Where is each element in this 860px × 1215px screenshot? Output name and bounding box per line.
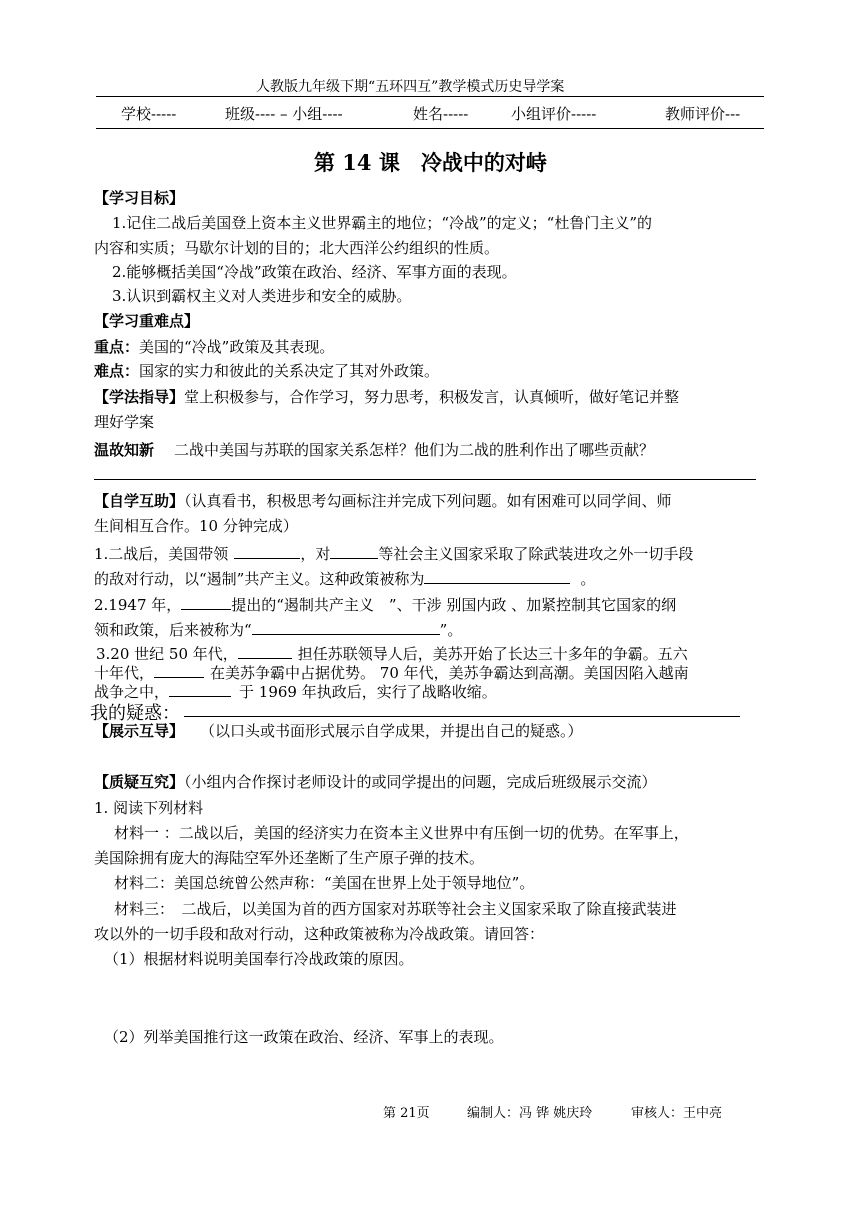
school-field: 学校----- bbox=[121, 105, 177, 123]
inquiry-question-1: （1）根据材料说明美国奉行冷战政策的原因。 bbox=[104, 950, 414, 968]
hard-label: 难点： bbox=[94, 362, 140, 380]
show-heading: 【展示互导】 bbox=[94, 722, 185, 740]
review-answer-line bbox=[94, 479, 756, 480]
key-label: 重点： bbox=[94, 338, 140, 356]
goal-item-1: 1.记住二战后美国登上资本主义世界霸主的地位；“冷战”的定义；“杜鲁门主义”的 bbox=[112, 214, 652, 232]
self-study-intro-cont: 生间相互合作。10 分钟完成） bbox=[94, 517, 298, 535]
show-text: （以口头或书面形式展示自学成果，并提出自己的疑惑。） bbox=[200, 722, 583, 740]
material-3-line-2: 攻以外的一切手段和敌对行动，这种政策被称为冷战政策。请回答： bbox=[94, 925, 545, 943]
question-2-line-1 bbox=[94, 594, 676, 615]
show-line bbox=[94, 720, 583, 741]
q2-text-a: 2.1947 年， bbox=[94, 596, 182, 614]
inquiry-item-1: 1. 阅读下列材料 bbox=[94, 799, 204, 817]
self-study-intro-text: （认真看书，积极思考勾画标注并完成下列问题。如有困难可以同学间、师 bbox=[184, 492, 672, 510]
q2-blank-1[interactable] bbox=[181, 595, 231, 610]
name-field: 姓名----- bbox=[413, 105, 469, 123]
class-group-field: 班级---- – 小组---- bbox=[225, 105, 343, 123]
material-1-line-1: 材料一 ：二战以后，美国的经济实力在资本主义世界中有压倒一切的优势。在军事上， bbox=[114, 824, 689, 842]
method-line-1 bbox=[94, 386, 679, 407]
review-text: 二战中美国与苏联的国家关系怎样？他们为二战的胜利作出了哪些贡献？ bbox=[174, 441, 655, 459]
goal-item-3: 3.认识到霸权主义对人类进步和安全的威胁。 bbox=[112, 287, 412, 305]
q1-blank-1[interactable] bbox=[234, 544, 300, 559]
inquiry-question-2: （2）列举美国推行这一政策在政治、经济、军事上的表现。 bbox=[104, 1028, 504, 1046]
goals-heading: 【学习目标】 bbox=[94, 189, 185, 207]
q1-blank-2[interactable] bbox=[330, 544, 378, 559]
question-1-line-2 bbox=[94, 568, 595, 589]
header-divider-top bbox=[96, 96, 764, 97]
q3-text-e: 战争之中， bbox=[94, 683, 170, 701]
self-study-intro bbox=[94, 490, 672, 511]
group-eval-field: 小组评价----- bbox=[511, 105, 597, 123]
q2-text-d: ”。 bbox=[439, 621, 463, 639]
q3-blank-2[interactable] bbox=[154, 663, 204, 678]
method-line-2: 理好学案 bbox=[94, 413, 155, 431]
q1-blank-3[interactable] bbox=[424, 569, 570, 584]
self-study-heading: 【自学互助】 bbox=[94, 492, 185, 510]
method-text: 堂上积极参与，合作学习，努力思考，积极发言，认真倾听，做好笔记并整 bbox=[184, 388, 680, 406]
q1-text-e: 。 bbox=[580, 570, 596, 588]
material-1-line-2: 美国除拥有庞大的海陆空军外还垄断了生产原子弹的技术。 bbox=[94, 849, 485, 867]
inquiry-line bbox=[94, 771, 657, 792]
q1-text-c: 等社会主义国家采取了除武装进攻之外一切手段 bbox=[378, 545, 694, 563]
header-title: 人教版九年级下期“五环四互”教学模式历史导学案 bbox=[256, 79, 565, 95]
review-line bbox=[94, 439, 654, 460]
q3-text-f: 于 1969 年执政后，实行了战略收缩。 bbox=[239, 683, 497, 701]
q3-blank-3[interactable] bbox=[169, 682, 231, 697]
q3-blank-1[interactable] bbox=[238, 644, 292, 659]
q2-blank-2[interactable] bbox=[252, 620, 440, 635]
q3-text-b: 担任苏联领导人后，美苏开始了长达三十多年的争霸。五六 bbox=[297, 645, 688, 663]
keypoints-heading: 【学习重难点】 bbox=[94, 312, 200, 330]
doubt-label: 我的疑惑： bbox=[90, 703, 180, 724]
inquiry-intro: （小组内合作探讨老师设计的或同学提出的问题，完成后班级展示交流） bbox=[184, 773, 657, 791]
page-number: 第 21页 bbox=[383, 1106, 430, 1121]
review-label: 温故知新 bbox=[94, 441, 155, 459]
reviewer: 审核人：王中亮 bbox=[631, 1106, 723, 1121]
goal-item-1-cont: 内容和实质；马歇尔计划的目的；北大西洋公约组织的性质。 bbox=[94, 239, 500, 257]
hard-text: 国家的实力和彼此的关系决定了其对外政策。 bbox=[139, 362, 440, 380]
hard-point bbox=[94, 360, 439, 381]
q3-text-c: 十年代， bbox=[94, 664, 155, 682]
q2-text-b: 提出的“遏制共产主义 ”、干涉 别国内政 、加紧控制其它国家的纲 bbox=[231, 596, 677, 614]
q1-text-a: 1.二战后，美国带领 bbox=[94, 545, 229, 563]
q2-text-c: 领和政策，后来被称为“ bbox=[94, 621, 252, 639]
q1-text-d: 的敌对行动，以“遏制”共产主义。这种政策被称为 bbox=[94, 570, 425, 588]
question-3-line-2 bbox=[94, 662, 689, 683]
header-divider-bottom bbox=[96, 128, 764, 129]
q1-text-b: ，对 bbox=[300, 545, 331, 563]
material-2: 材料二：美国总统曾公然声称：“美国在世界上处于领导地位”。 bbox=[114, 874, 535, 892]
key-point bbox=[94, 336, 334, 357]
inquiry-heading: 【质疑互究】 bbox=[94, 773, 185, 791]
editors: 编制人：冯 铧 姚庆玲 bbox=[467, 1106, 593, 1121]
question-3-line-1 bbox=[96, 643, 688, 664]
question-2-line-2 bbox=[94, 619, 462, 640]
doubt-answer-line[interactable] bbox=[184, 716, 740, 717]
key-text: 美国的“冷战”政策及其表现。 bbox=[139, 338, 335, 356]
lesson-title: 第 14 课 冷战中的对峙 bbox=[314, 150, 547, 175]
q3-text-d: 在美苏争霸中占据优势。 70 年代，美苏争霸达到高潮。美国因陷入越南 bbox=[210, 664, 689, 682]
q3-text-a: 3.20 世纪 50 年代， bbox=[96, 645, 238, 663]
goal-item-2: 2.能够概括美国“冷战”政策在政治、经济、军事方面的表现。 bbox=[112, 263, 517, 281]
method-heading: 【学法指导】 bbox=[94, 388, 185, 406]
material-3-line-1: 材料三： 二战后，以美国为首的西方国家对苏联等社会主义国家采取了除直接武装进 bbox=[114, 900, 677, 918]
question-1-line-1 bbox=[94, 543, 693, 564]
teacher-eval-field: 教师评价--- bbox=[665, 105, 741, 123]
